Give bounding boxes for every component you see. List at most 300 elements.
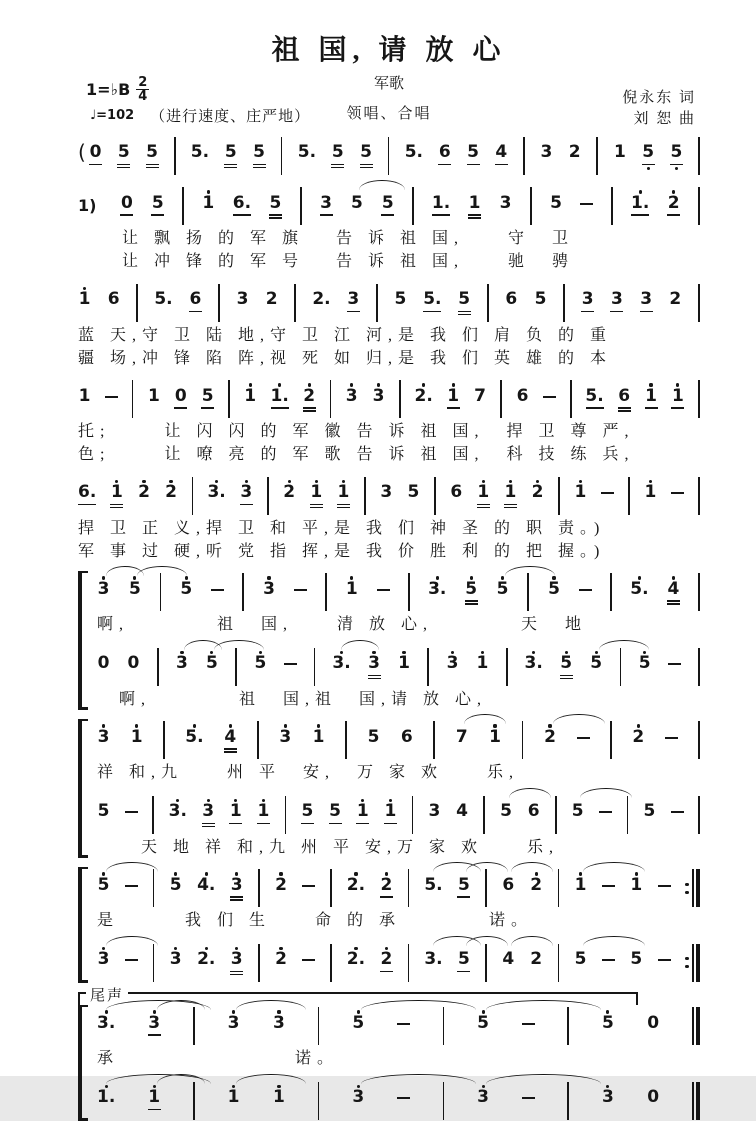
lyricist-credit: 倪永东 词 [622, 90, 696, 106]
barline [163, 721, 165, 759]
note-number [543, 387, 556, 398]
note [174, 378, 187, 420]
final-barline [692, 1082, 700, 1120]
note [175, 645, 188, 687]
slur-arc [137, 566, 187, 576]
note [368, 645, 381, 687]
note [272, 1079, 285, 1121]
underline-area [189, 309, 202, 323]
note [502, 867, 515, 909]
note [303, 378, 316, 420]
rhythm-underline [447, 407, 460, 409]
voices [97, 719, 700, 858]
barline [433, 721, 435, 759]
barline [228, 380, 230, 418]
underline-area [432, 213, 450, 227]
rhythm-underline [269, 214, 282, 216]
note [670, 134, 683, 176]
notes-row [97, 645, 700, 687]
slur-arc [486, 1074, 601, 1084]
note-number: 5 [128, 578, 141, 599]
rhythm-underline [301, 823, 314, 825]
underline-area [642, 162, 655, 176]
note [128, 571, 141, 613]
note [148, 1005, 161, 1047]
dash-note [294, 571, 307, 605]
note-number: 3. [332, 653, 351, 673]
rhythm-underline [148, 1034, 161, 1036]
barline [567, 1007, 569, 1045]
credits [622, 88, 696, 130]
slur-arc [583, 936, 645, 946]
note-number: 5 [394, 289, 407, 309]
underline-area [301, 821, 314, 835]
note-number: 2. [414, 385, 433, 406]
note [120, 185, 133, 227]
note [137, 474, 150, 516]
rhythm-underline [224, 748, 237, 750]
note [474, 378, 487, 420]
rhythm-underline [240, 504, 253, 506]
underline-area [645, 406, 658, 420]
key-signature: 1=♭B [86, 80, 131, 99]
note-number: 5 [180, 578, 193, 599]
note-number: 3 [97, 578, 110, 599]
barline [558, 477, 560, 515]
note-number: 5 [301, 801, 314, 821]
note [345, 571, 358, 613]
note-number: 5. [404, 142, 424, 162]
note-number: 4 [502, 949, 515, 969]
underline-area [269, 213, 282, 227]
note [169, 867, 182, 909]
note-number: 2 [669, 289, 682, 309]
note [446, 645, 459, 687]
duration-dash [522, 1023, 535, 1025]
song-title: 祖 国, 请 放 心 [271, 35, 507, 66]
rhythm-underline [360, 167, 373, 169]
note [610, 281, 623, 323]
underline-area [229, 821, 242, 835]
voice-group [78, 571, 700, 710]
note [97, 941, 110, 983]
note-number: 5 [117, 142, 130, 162]
underline-area [257, 821, 270, 835]
underline-area [329, 821, 342, 835]
rhythm-underline [253, 164, 266, 166]
note-number: 5 [458, 949, 470, 969]
lyrics-line: 是 我 们 生 命 的 承 诺。 [97, 912, 534, 929]
note [531, 474, 544, 516]
barline [500, 380, 502, 418]
note-number: 5 [638, 653, 651, 673]
voice-2 [97, 793, 700, 858]
note-number: 2 [568, 142, 581, 162]
rhythm-underline [356, 823, 369, 825]
rhythm-underline [269, 217, 282, 219]
note-number: 5 [360, 142, 372, 162]
rhythm-underline [271, 407, 289, 409]
note-number: 1 [574, 482, 587, 502]
note [350, 185, 363, 227]
note-number: 1 [644, 482, 657, 502]
note [229, 793, 242, 835]
note-number: 6 [502, 874, 515, 895]
system-verse-line-1 [78, 185, 700, 273]
note-number: 6 [107, 289, 120, 309]
note [455, 719, 468, 761]
note-number: 5 [643, 801, 656, 821]
note [380, 474, 393, 516]
note-number: 3 [352, 1087, 365, 1107]
note-number: 5 [367, 726, 380, 747]
note-number: 5 [151, 192, 164, 213]
barline [408, 573, 410, 611]
rhythm-underline [560, 678, 573, 680]
note [530, 941, 543, 983]
notes-row [78, 378, 700, 420]
note [630, 941, 643, 983]
note-number: 5 [269, 192, 282, 213]
note-number: 7 [455, 726, 468, 747]
lyrics-line: 啊, 祖 国, 清 放 心, 天 地 [97, 616, 588, 633]
note [477, 1005, 490, 1047]
note [477, 1079, 490, 1121]
note-number: 5 [534, 289, 547, 309]
dash-note [105, 378, 118, 412]
dash-note [302, 867, 315, 901]
note-number [580, 194, 593, 205]
duration-dash [577, 737, 590, 739]
note-number: 5 [465, 578, 478, 599]
barline [153, 944, 155, 982]
note [236, 281, 249, 323]
note-number: 5 [496, 578, 509, 599]
lyrics-line: 蓝 天,守 卫 陆 地,守 卫 江 河,是 我 们 肩 负 的 重 [78, 326, 613, 344]
note [457, 867, 470, 909]
score-header [78, 10, 700, 134]
note [230, 867, 243, 909]
note [127, 645, 140, 687]
note [547, 571, 560, 613]
note [544, 719, 557, 761]
duration-dash [302, 959, 315, 961]
voices [78, 474, 700, 562]
note-number: 4 [224, 726, 237, 747]
note [432, 185, 450, 227]
rhythm-underline [618, 410, 631, 412]
underline-area [110, 502, 123, 516]
underline-area [667, 213, 680, 227]
note [505, 281, 518, 323]
note-number [125, 802, 138, 813]
underline-area [610, 309, 623, 323]
note-number: 3 [97, 949, 110, 969]
note-number: 5 [477, 1012, 490, 1033]
rhythm-underline [380, 971, 393, 973]
note-number: 4 [667, 578, 680, 599]
note-number: 1 [645, 385, 657, 406]
duration-dash [602, 959, 615, 961]
note [265, 281, 278, 323]
note-number: 6 [505, 289, 518, 309]
note-number: 3 [97, 726, 110, 747]
note-number [211, 580, 224, 591]
rhythm-underline [465, 603, 478, 605]
barline [412, 187, 414, 225]
note [97, 793, 110, 835]
system-verse-line-2 [78, 281, 700, 369]
note [424, 941, 442, 983]
voice-1 [97, 571, 700, 636]
voice-2 [97, 645, 700, 710]
note [130, 719, 143, 761]
rhythm-underline [253, 167, 266, 169]
notes-row [97, 867, 700, 909]
dash-note [580, 185, 593, 219]
note-number: 1 [489, 726, 501, 747]
voice-bracket [78, 719, 89, 858]
note [574, 941, 587, 983]
note-number: 3 [347, 289, 360, 309]
lyrics-line: 军 事 过 硬,听 党 指 挥,是 我 价 胜 利 的 把 握。) [78, 542, 606, 560]
dash-note [658, 867, 671, 901]
note-number: 5 [590, 653, 603, 673]
system-chorus-a [78, 571, 700, 710]
rhythm-underline [117, 167, 130, 169]
rhythm-underline [671, 407, 684, 409]
note-number: 3 [428, 801, 441, 821]
note [574, 867, 587, 909]
underline-area [423, 309, 441, 323]
slur-arc [214, 640, 264, 650]
note [476, 645, 489, 687]
note [631, 185, 649, 227]
underline-area [233, 213, 251, 227]
rhythm-underline [331, 164, 344, 166]
rhythm-underline [230, 896, 243, 898]
notes-row [97, 1079, 700, 1121]
note-number: 3 [230, 874, 243, 895]
note-number: 3 [380, 482, 393, 502]
rhythm-underline [189, 311, 202, 313]
note-number: 6 [400, 726, 413, 747]
note [360, 134, 373, 176]
note [407, 474, 420, 516]
note [169, 793, 187, 835]
note-number: 1 [310, 482, 323, 502]
note-number [579, 580, 592, 591]
voices [78, 134, 700, 176]
barline [408, 869, 410, 907]
note [477, 474, 490, 516]
rhythm-underline [465, 600, 478, 602]
dash-note [658, 941, 671, 975]
lyrics-line: 捍 卫 正 义,捍 卫 和 平,是 我 们 神 圣 的 职 责。) [78, 519, 606, 537]
rhythm-underline [504, 507, 517, 509]
underline-area [468, 213, 481, 227]
note-number: 2 [531, 482, 544, 502]
rhythm-underline [230, 971, 243, 973]
underline-area [360, 162, 373, 176]
rhythm-underline [457, 971, 470, 973]
note [197, 867, 215, 909]
note-number: 2. [346, 874, 366, 895]
barline [610, 573, 612, 611]
rhythm-underline [458, 314, 471, 316]
tempo-marking: ♩=102 [90, 108, 135, 123]
note-number [302, 876, 315, 887]
note [495, 134, 508, 176]
note [527, 793, 540, 835]
note [601, 1079, 614, 1121]
note [97, 1079, 115, 1121]
barline [596, 137, 598, 175]
note-number: 3 [227, 1012, 240, 1033]
note [279, 719, 292, 761]
note-number: 6 [450, 482, 463, 502]
note-number: 5 [224, 142, 237, 162]
note [165, 474, 178, 516]
voice-bracket [78, 1005, 89, 1121]
rhythm-underline [384, 823, 397, 825]
note-number: 1 [504, 482, 517, 502]
note [590, 645, 603, 687]
note-number: 5. [630, 578, 649, 599]
system-chorus-b [78, 719, 700, 858]
rhythm-underline [560, 675, 573, 677]
note-number: 2 [544, 726, 556, 747]
rhythm-underline [202, 823, 215, 825]
note [331, 134, 344, 176]
note [275, 941, 288, 983]
note [320, 185, 333, 227]
notes-row [78, 185, 700, 227]
rhythm-underline [202, 826, 215, 828]
note-number: 5. [190, 142, 210, 162]
barline [325, 573, 327, 611]
note-number: 5. [154, 289, 173, 309]
barline [258, 869, 260, 907]
barline [267, 477, 269, 515]
voices [97, 571, 700, 710]
rhythm-underline [468, 214, 481, 216]
system-chorus-c [78, 867, 700, 983]
barline [611, 187, 613, 225]
rhythm-underline [146, 164, 159, 166]
duration-dash [302, 885, 315, 887]
note-number: 2 [275, 874, 287, 895]
note [97, 867, 110, 909]
rhythm-underline [457, 896, 470, 898]
dash-note [211, 571, 224, 605]
barline [483, 796, 485, 834]
note-number: 5 [670, 142, 683, 162]
barline [610, 721, 612, 759]
dash-note [668, 645, 681, 679]
final-barline [692, 1007, 700, 1045]
rhythm-underline [229, 823, 242, 825]
coda-label: 尾声 [86, 984, 128, 1005]
note-number: 1 [147, 385, 160, 406]
note [640, 281, 653, 323]
rhythm-underline [495, 164, 508, 166]
rhythm-underline [347, 311, 360, 313]
duration-dash [377, 589, 390, 591]
system-verse-line-4 [78, 474, 700, 562]
underline-area [89, 162, 102, 176]
voices [78, 378, 700, 466]
lyrics-line: 色; 让 嘹 亮 的 军 歌 告 诉 祖 国, 科 技 练 兵, [78, 446, 635, 463]
dash-note [397, 1005, 410, 1039]
slur-arc [466, 862, 508, 872]
barline [698, 187, 700, 225]
note [644, 474, 657, 516]
duration-dash [668, 663, 681, 665]
note-number: 1 [227, 1087, 240, 1107]
barline [558, 869, 560, 907]
note [499, 185, 512, 227]
underline-area [457, 969, 470, 983]
note-number: 5 [205, 653, 218, 673]
dash-note [579, 571, 592, 605]
lyrics-line: 让 飘 扬 的 军 旗 告 诉 祖 国, 守 卫 [78, 230, 575, 247]
note [450, 474, 463, 516]
time-signature-numerator: 2 [138, 75, 148, 90]
note-number: 5 [146, 142, 158, 162]
barline [399, 380, 401, 418]
note-number: 1 [148, 1087, 161, 1107]
barline [563, 284, 565, 322]
note [78, 281, 91, 323]
note-number [294, 580, 307, 591]
barline [443, 1082, 445, 1120]
note [312, 719, 325, 761]
dash-note [522, 1079, 535, 1113]
lyrics-line: 啊, 祖 国,祖 国,请 放 心, [97, 690, 488, 708]
note [240, 474, 253, 516]
note-number [668, 654, 681, 665]
duration-dash [105, 396, 118, 398]
barline [193, 1007, 195, 1045]
underline-area [380, 895, 393, 909]
barline [376, 284, 378, 322]
rhythm-underline [337, 507, 350, 509]
rhythm-underline [310, 507, 323, 509]
rhythm-underline [148, 1109, 161, 1111]
underline-area [671, 406, 684, 420]
note-number [658, 876, 671, 887]
note-number: 3. [168, 801, 187, 821]
system-verse-line-3 [78, 378, 700, 466]
underline-area [201, 406, 214, 420]
note-number: 0 [89, 142, 102, 162]
underline-area [271, 406, 289, 420]
note-number: 1 [345, 578, 358, 599]
voice-group [78, 474, 700, 562]
barline [698, 573, 700, 611]
note-number: 3 [279, 726, 292, 747]
underline-area [504, 502, 517, 516]
rhythm-underline [368, 678, 381, 680]
note [381, 185, 394, 227]
barline [160, 573, 162, 611]
underline-area [240, 502, 253, 516]
note [380, 867, 393, 909]
lyrics-line: 托; 让 闪 闪 的 军 徽 告 诉 祖 国, 捍 卫 尊 严, [78, 423, 635, 440]
note-number: 3 [540, 142, 553, 162]
note-number: 1 [356, 801, 369, 821]
